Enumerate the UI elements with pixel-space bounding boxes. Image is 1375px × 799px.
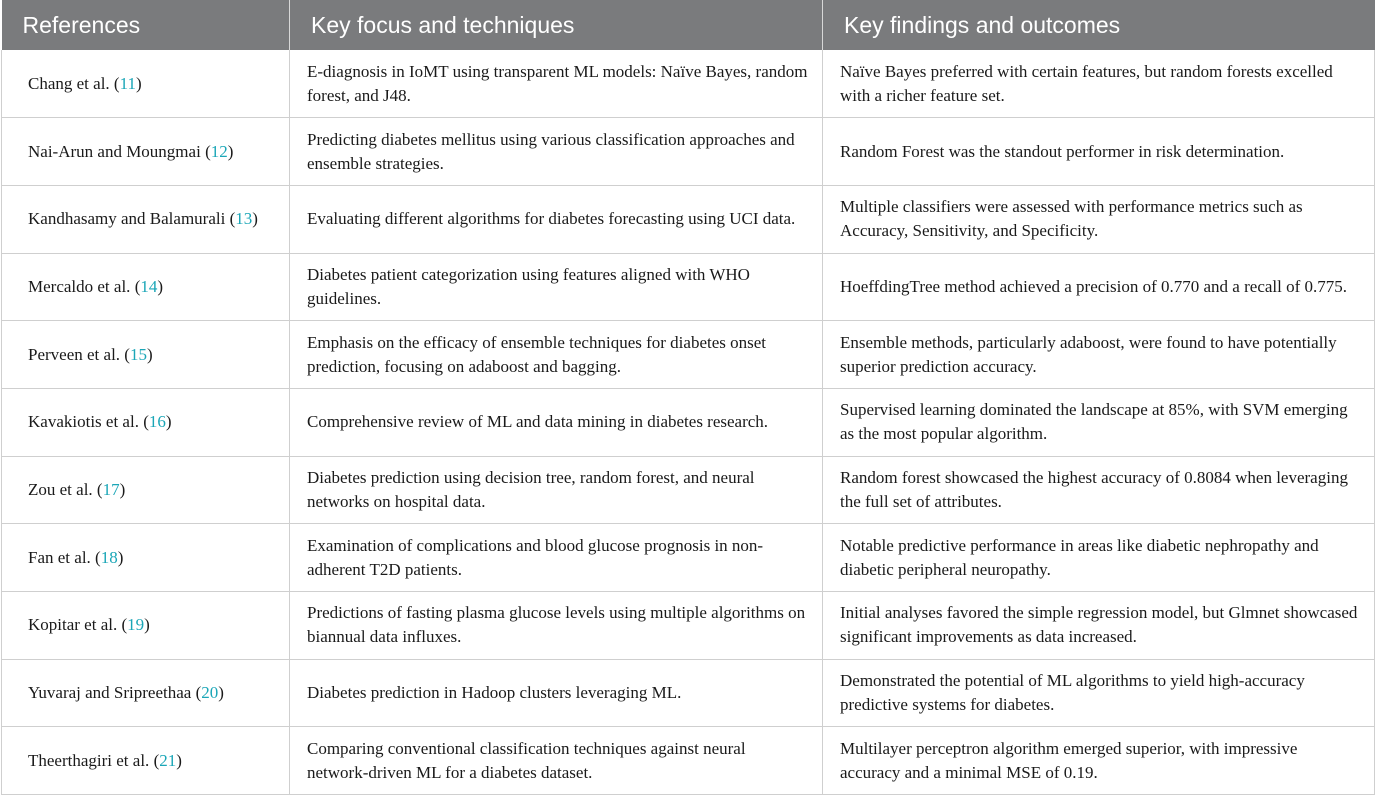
- table-body: [2, 50, 1375, 795]
- reference-cell: Kopitar et al. (19): [2, 592, 290, 660]
- reference-cell: Yuvaraj and Sripreethaa (20): [2, 659, 290, 727]
- findings-cell: Ensemble methods, particularly adaboost, were found to have potentially superior prediction accuracy.: [823, 321, 1375, 389]
- focus-cell: Emphasis on the efficacy of ensemble techniques for diabetes onset prediction, focusing on adaboost and bagging.: [290, 321, 823, 389]
- header-references: References: [2, 0, 290, 50]
- findings-cell: Random Forest was the standout performer in risk determination.: [823, 118, 1375, 186]
- reference-authors: Nai-Arun and Moungmai: [28, 141, 201, 161]
- reference-authors: Zou et al.: [28, 479, 93, 499]
- focus-cell: Examination of complications and blood glucose prognosis in non-adherent T2D patients.: [290, 524, 823, 592]
- reference-link[interactable]: 14: [140, 276, 158, 296]
- reference-link[interactable]: 17: [102, 479, 120, 499]
- reference-authors: Kopitar et al.: [28, 615, 118, 635]
- findings-cell: Notable predictive performance in areas like diabetic nephropathy and diabetic peripheral neuropathy.: [823, 524, 1375, 592]
- findings-cell: Naïve Bayes preferred with certain features, but random forests excelled with a richer feature set.: [823, 50, 1375, 118]
- focus-cell: Evaluating different algorithms for diabetes forecasting using UCI data.: [290, 185, 823, 253]
- reference-authors: Yuvaraj and Sripreethaa: [28, 683, 192, 703]
- table-header: [2, 0, 1375, 50]
- reference-authors: Theerthagiri et al.: [28, 750, 150, 770]
- table-row: [2, 456, 1375, 524]
- reference-cell: Chang et al. (11): [2, 50, 290, 118]
- header-key-focus: Key focus and techniques: [290, 0, 823, 50]
- findings-cell: Initial analyses favored the simple regression model, but Glmnet showcased significant improvements as data increased.: [823, 592, 1375, 660]
- reference-cell: Mercaldo et al. (14): [2, 253, 290, 321]
- reference-cell: Nai-Arun and Moungmai (12): [2, 118, 290, 186]
- reference-link[interactable]: 21: [159, 750, 177, 770]
- focus-cell: Comprehensive review of ML and data mining in diabetes research.: [290, 388, 823, 456]
- table-row: [2, 727, 1375, 795]
- reference-cell: Perveen et al. (15): [2, 321, 290, 389]
- reference-link[interactable]: 13: [235, 209, 253, 229]
- findings-cell: Supervised learning dominated the landscape at 85%, with SVM emerging as the most popular algorithm.: [823, 388, 1375, 456]
- reference-link[interactable]: 12: [210, 141, 228, 161]
- reference-link[interactable]: 15: [129, 344, 147, 364]
- reference-authors: Chang et al.: [28, 73, 110, 93]
- table-row: [2, 321, 1375, 389]
- reference-authors: Kavakiotis et al.: [28, 412, 139, 432]
- reference-cell: Kavakiotis et al. (16): [2, 388, 290, 456]
- findings-cell: Demonstrated the potential of ML algorithms to yield high-accuracy predictive systems for diabetes.: [823, 659, 1375, 727]
- reference-cell: Fan et al. (18): [2, 524, 290, 592]
- findings-cell: HoeffdingTree method achieved a precision of 0.770 and a recall of 0.775.: [823, 253, 1375, 321]
- findings-cell: Multiple classifiers were assessed with performance metrics such as Accuracy, Sensitivity, and Specificity.: [823, 185, 1375, 253]
- reference-cell: Theerthagiri et al. (21): [2, 727, 290, 795]
- table-row: [2, 253, 1375, 321]
- table-row: [2, 50, 1375, 118]
- focus-cell: E-diagnosis in IoMT using transparent ML models: Naïve Bayes, random forest, and J48.: [290, 50, 823, 118]
- table-row: [2, 118, 1375, 186]
- table-row: [2, 592, 1375, 660]
- focus-cell: Diabetes prediction using decision tree, random forest, and neural networks on hospital data.: [290, 456, 823, 524]
- table-row: [2, 185, 1375, 253]
- reference-link[interactable]: 16: [148, 412, 166, 432]
- focus-cell: Predictions of fasting plasma glucose levels using multiple algorithms on biannual data influxes.: [290, 592, 823, 660]
- literature-review-table: [1, 0, 1375, 795]
- focus-cell: Predicting diabetes mellitus using various classification approaches and ensemble strategies.: [290, 118, 823, 186]
- reference-link[interactable]: 20: [201, 683, 219, 703]
- reference-authors: Mercaldo et al.: [28, 276, 131, 296]
- header-key-findings: Key findings and outcomes: [823, 0, 1375, 50]
- table-row: [2, 524, 1375, 592]
- reference-authors: Perveen et al.: [28, 344, 121, 364]
- literature-table-container: [1, 0, 1374, 795]
- focus-cell: Diabetes patient categorization using features aligned with WHO guidelines.: [290, 253, 823, 321]
- table-row: [2, 659, 1375, 727]
- reference-cell: Zou et al. (17): [2, 456, 290, 524]
- header-row: [2, 0, 1375, 50]
- reference-link[interactable]: 11: [119, 73, 136, 93]
- reference-authors: Fan et al.: [28, 547, 91, 567]
- findings-cell: Random forest showcased the highest accuracy of 0.8084 when leveraging the full set of attributes.: [823, 456, 1375, 524]
- reference-link[interactable]: 19: [127, 615, 145, 635]
- reference-authors: Kandhasamy and Balamurali: [28, 209, 226, 229]
- focus-cell: Comparing conventional classification techniques against neural network-driven ML for a diabetes dataset.: [290, 727, 823, 795]
- table-row: [2, 388, 1375, 456]
- reference-cell: Kandhasamy and Balamurali (13): [2, 185, 290, 253]
- reference-link[interactable]: 18: [100, 547, 118, 567]
- focus-cell: Diabetes prediction in Hadoop clusters leveraging ML.: [290, 659, 823, 727]
- findings-cell: Multilayer perceptron algorithm emerged superior, with impressive accuracy and a minimal MSE of 0.19.: [823, 727, 1375, 795]
